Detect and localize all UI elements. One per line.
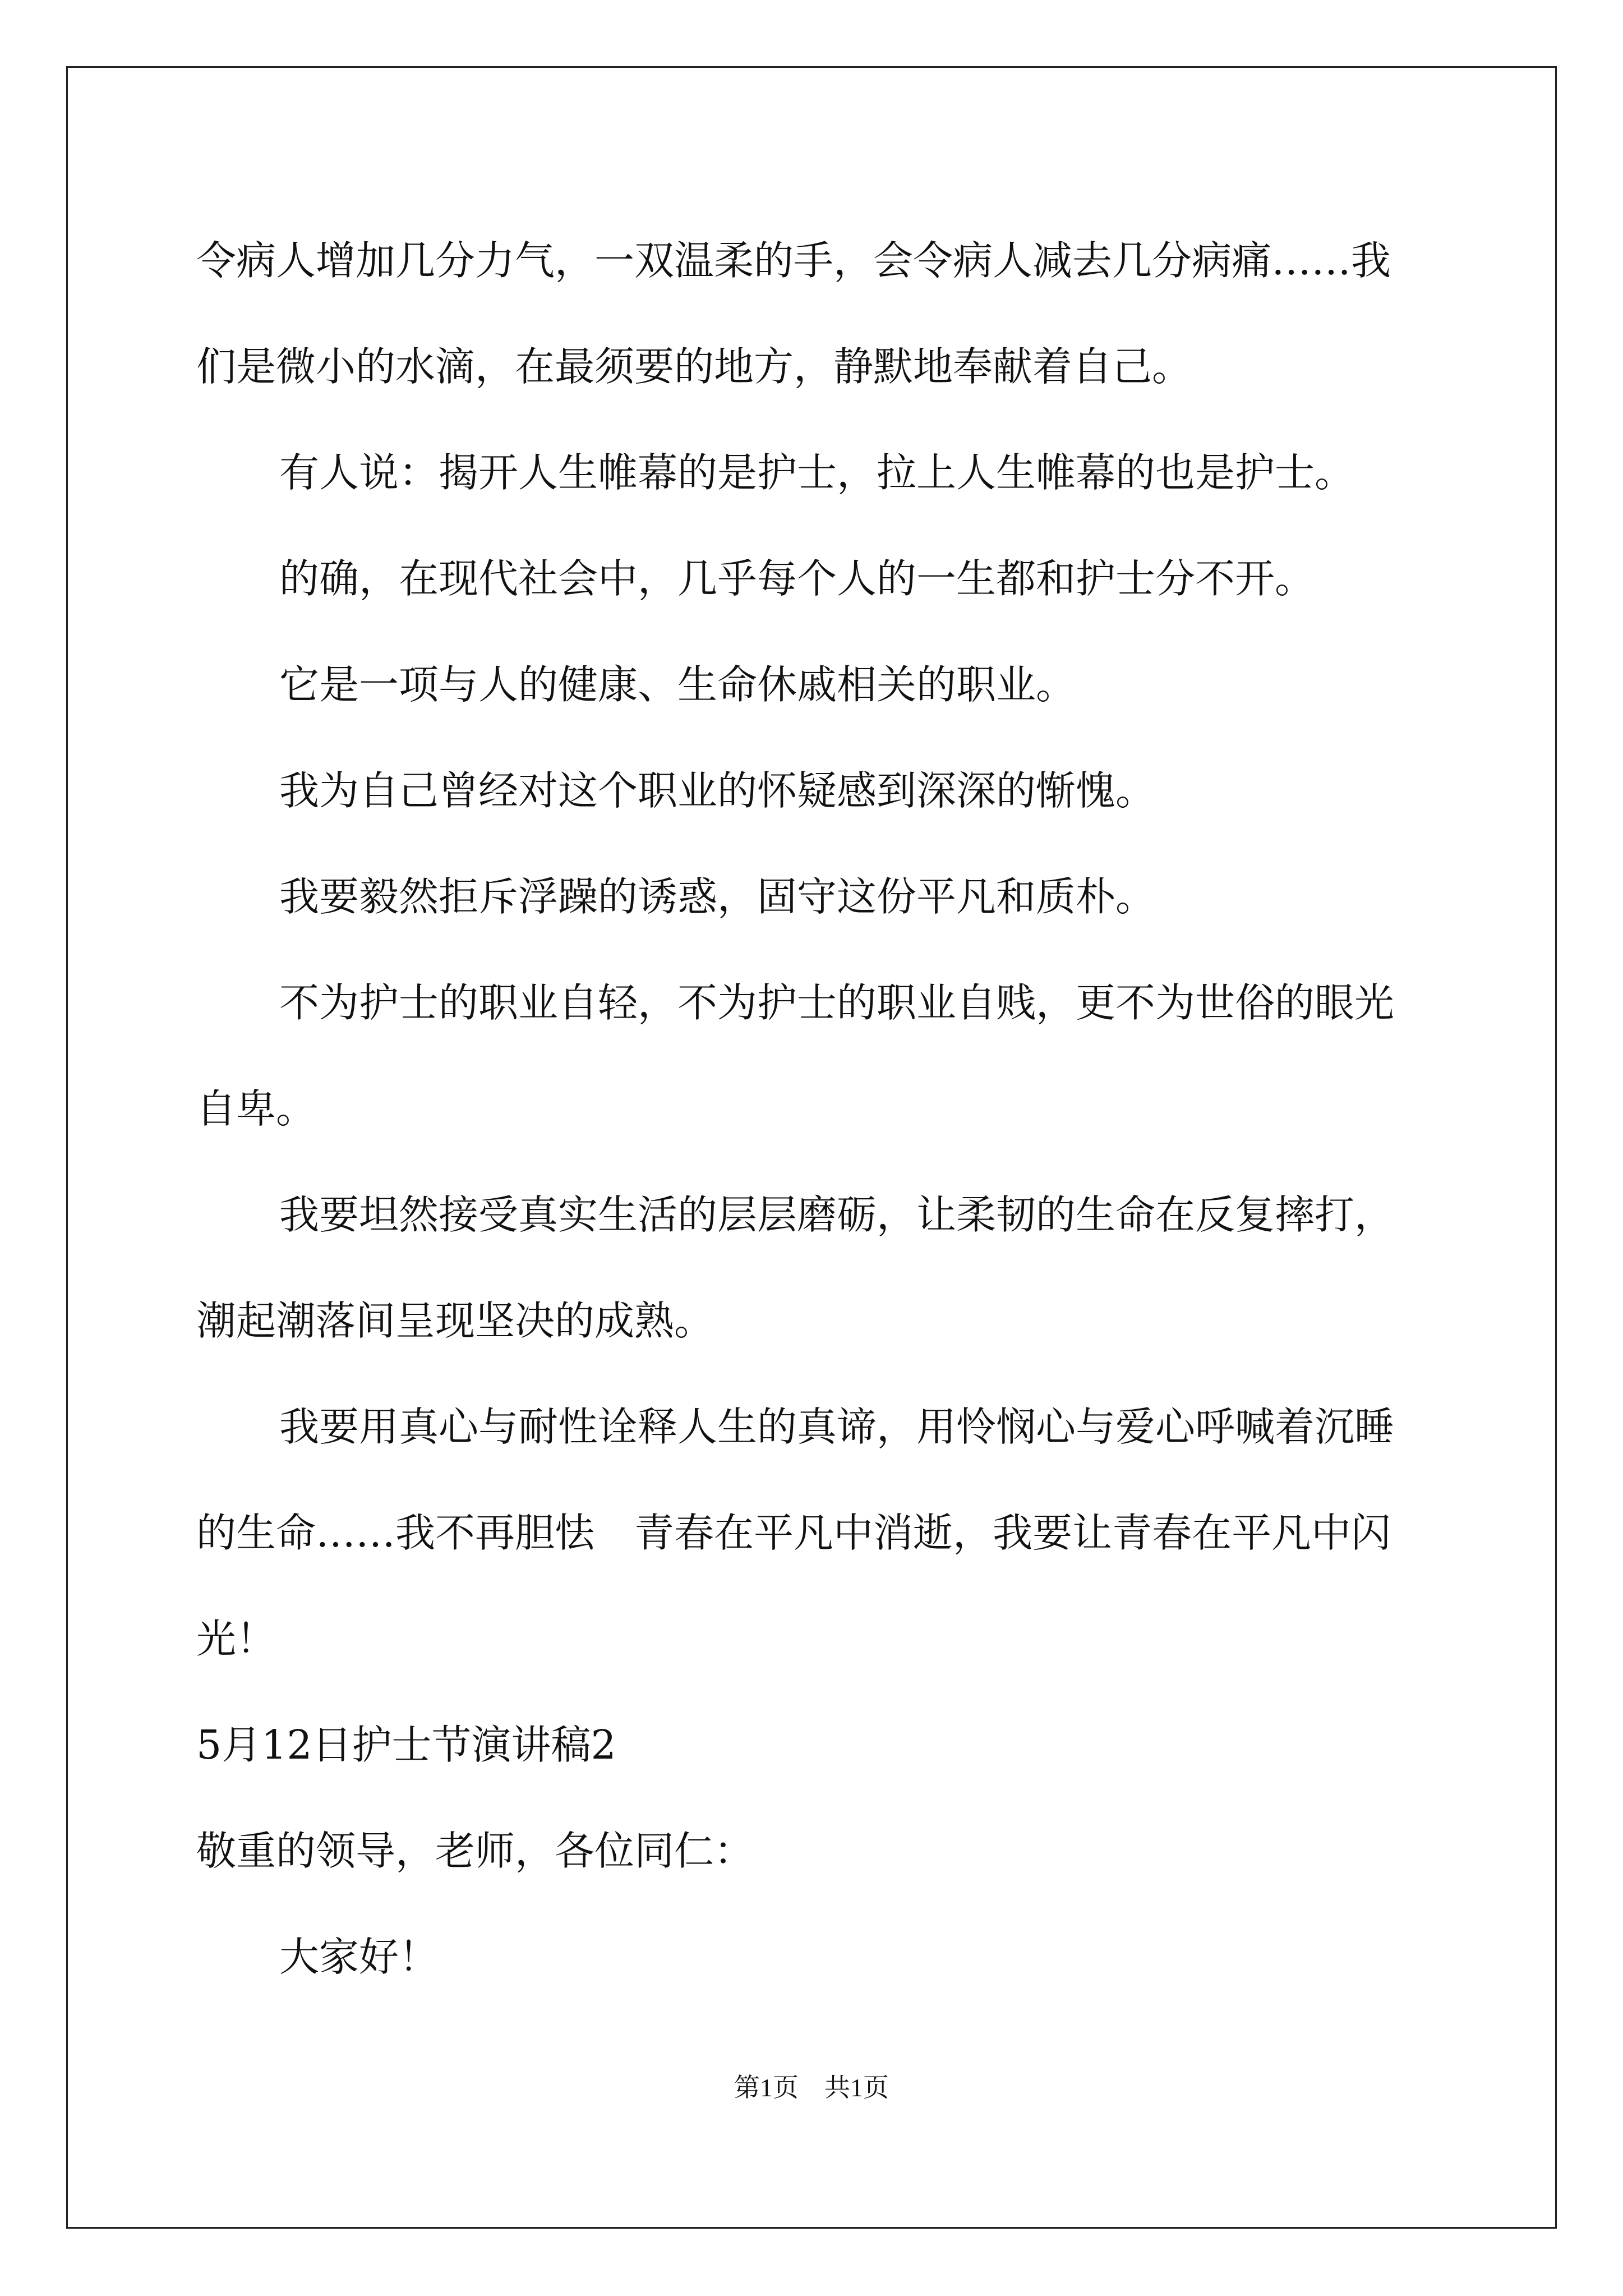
text-line: 潮起潮落间呈现坚决的成熟。: [196, 1297, 714, 1344]
page-number-footer: 第1页 共1页: [734, 2073, 889, 2102]
text-line: 我要用真心与耐性诠释人生的真谛，用怜悯心与爱心呼喊着沉睡: [279, 1404, 1395, 1450]
text-line: 们是微小的水滴，在最须要的地方，静默地奉献着自己。: [196, 343, 1192, 390]
text-line: 光！: [196, 1616, 276, 1662]
text-line: 它是一项与人的健康、生命休戚相关的职业。: [279, 661, 1076, 708]
text-line: 我要毅然拒斥浮躁的诱惑，固守这份平凡和质朴。: [279, 873, 1156, 920]
text-line: 不为护士的职业自轻，不为护士的职业自贱，更不为世俗的眼光: [279, 979, 1395, 1026]
text-line: 的生命……我不再胆怯 青春在平凡中消逝，我要让青春在平凡中闪: [196, 1510, 1391, 1556]
greeting: 大家好！: [279, 1934, 439, 1980]
text-line: 我要坦然接受真实生活的层层磨砺，让柔韧的生命在反复摔打，: [279, 1191, 1395, 1238]
document-body: [196, 208, 1441, 2010]
section-heading: 5月12日护士节演讲稿2: [196, 1722, 616, 1768]
text-line: 我为自己曾经对这个职业的怀疑感到深深的惭愧。: [279, 767, 1156, 814]
text-line: 的确，在现代社会中，几乎每个人的一生都和护士分不开。: [279, 555, 1315, 602]
text-line: 令病人增加几分力气，一双温柔的手，会令病人减去几分病痛……我: [196, 237, 1391, 284]
text-line: 自卑。: [196, 1085, 316, 1132]
text-line: 有人说：揭开人生帷幕的是护士，拉上人生帷幕的也是护士。: [279, 449, 1355, 496]
salutation: 敬重的领导，老师，各位同仁：: [196, 1828, 754, 1874]
